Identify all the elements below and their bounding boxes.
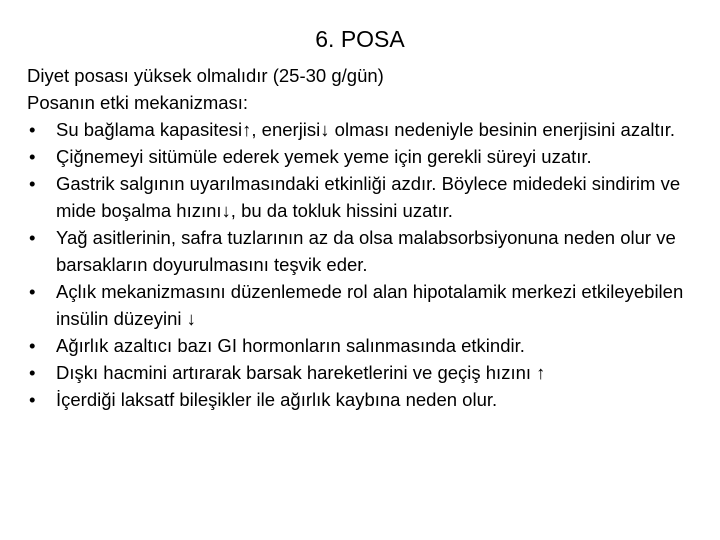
bullet-list [27,116,702,413]
bullet-item [27,143,702,170]
bullet-text: Gastrik salgının uyarılmasındaki etkinliği azdır. Böylece midedeki sindirim ve mide boşalma hızını↓, bu da tokluk hissini uzatır. [56,173,681,221]
bullet-marker [29,278,43,305]
intro-line-mechanism: Posanın etki mekanizması: [27,92,249,113]
bullet-text: Su bağlama kapasitesi↑, enerjisi↓ olması nedeniyle besinin enerjisini azaltır. [56,119,676,140]
bullet-marker [29,170,43,197]
bullet-marker [29,224,43,251]
bullet-text: Çiğnemeyi sitümüle ederek yemek yeme için gerekli süreyi uzatır. [56,146,592,167]
intro-line-daily-fiber: Diyet posası yüksek olmalıdır (25-30 g/gün) [27,65,384,86]
bullet-item [27,224,702,278]
bullet-item [27,116,702,143]
bullet-item [27,359,702,386]
bullet-item [27,386,702,413]
bullet-marker [29,359,43,386]
slide-title: 6. POSA [315,26,405,52]
bullet-item [27,332,702,359]
bullet-text: Dışkı hacmini artırarak barsak hareketlerini ve geçiş hızını ↑ [56,362,546,383]
bullet-text: Ağırlık azaltıcı bazı GI hormonların salınmasında etkindir. [56,335,525,356]
bullet-text: Açlık mekanizmasını düzenlemede rol alan hipotalamik merkezi etkileyebilen insülin düzeyini ↓ [56,281,684,329]
bullet-item [27,278,702,332]
bullet-marker [29,143,43,170]
bullet-item [27,170,702,224]
bullet-marker [29,386,43,413]
bullet-text: Yağ asitlerinin, safra tuzlarının az da olsa malabsorbsiyonuna neden olur ve barsakların doyurulmasını teşvik eder. [56,227,676,275]
bullet-marker [29,116,43,143]
bullet-text: İçerdiği laksatf bileşikler ile ağırlık kaybına neden olur. [56,389,498,410]
bullet-marker [29,332,43,359]
slide-body [27,62,702,413]
